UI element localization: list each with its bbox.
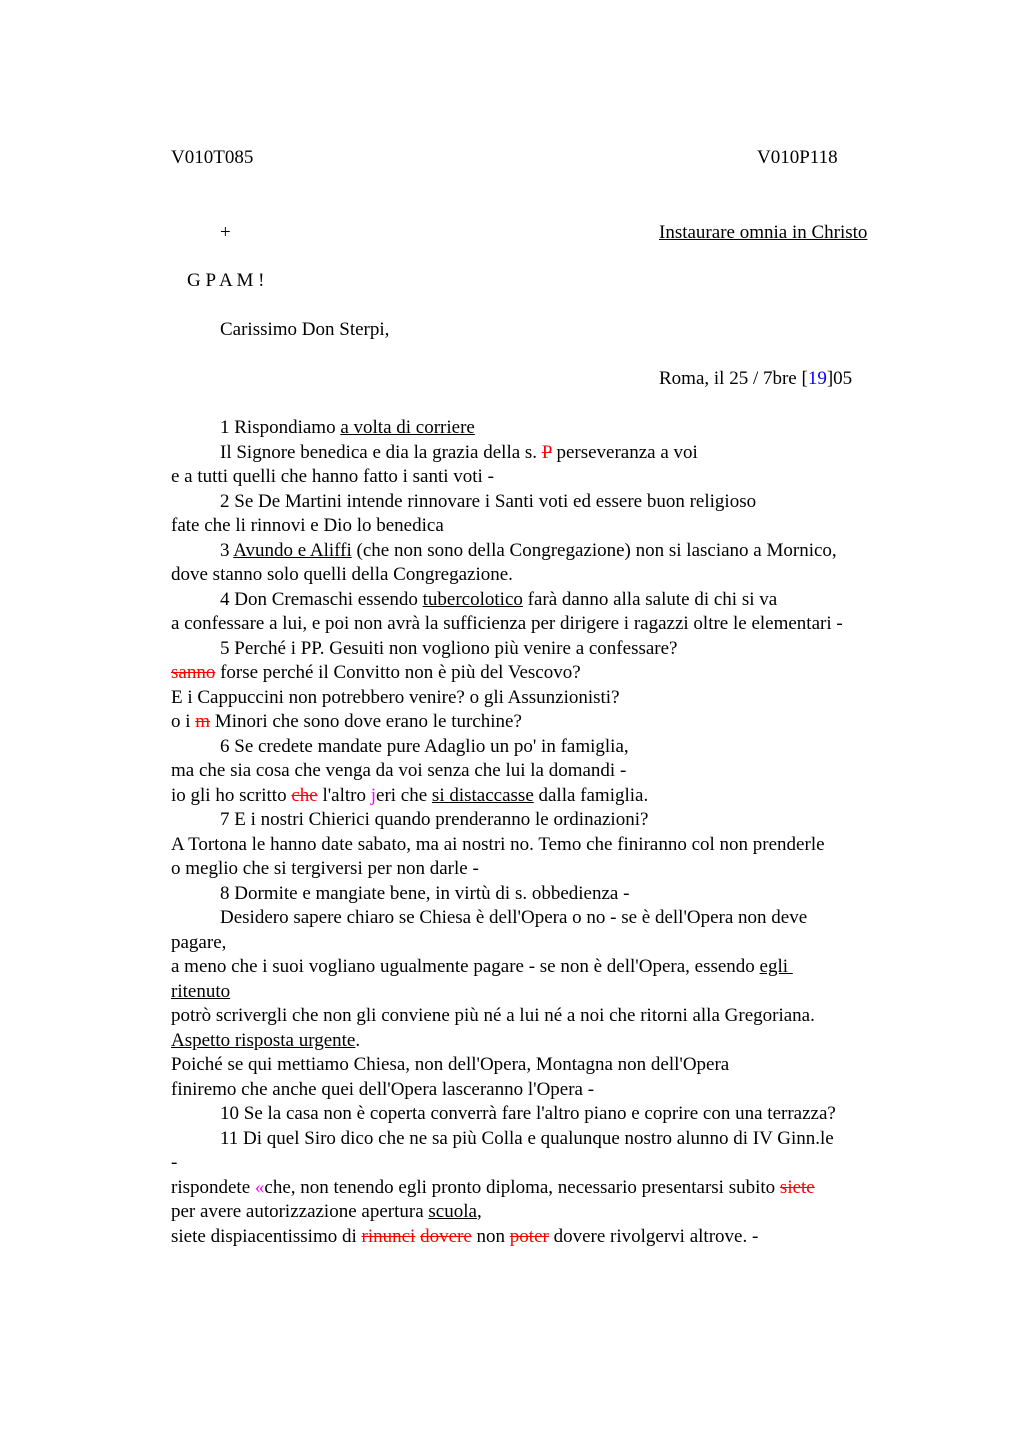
text-segment: dovere rivolgervi altrove. - [548,1226,759,1247]
underlined-text: tubercolotico [422,589,523,610]
underlined-text: si distaccasse [431,785,534,806]
deleted-text: P [541,442,552,463]
body-line: e a tutti quelli che hanno fatto i santi voti - [171,466,494,487]
body-line [220,441,698,465]
text-segment: io gli ho scritto [171,785,292,806]
cross-symbol: + [220,222,231,243]
inserted-text: « [254,1177,265,1198]
underlined-text: Aspetto risposta urgente [171,1030,356,1051]
body-line [220,588,777,612]
text-segment: Minori che sono dove erano le turchine? [210,711,522,732]
body-line: potrò scrivergli che non gli conviene più né a lui né a noi che ritorni alla Gregoriana. [171,1005,815,1026]
text-segment: siete dispiacentissimo di [171,1226,362,1247]
body-line: pagare, [171,932,227,953]
body-line [171,1225,758,1249]
body-line: - [171,1152,178,1173]
text-segment: per avere autorizzazione apertura [171,1201,429,1222]
body-line: 2 Se De Martini intende rinnovare i Santi voti ed essere buon religioso [220,491,757,512]
body-line [171,955,793,979]
body-line: ma che sia cosa che venga da voi senza che lui la domandi - [171,760,627,781]
deleted-text: sanno [171,662,216,683]
gpam-invocation: G P A M ! [187,270,265,291]
inserted-text: j [370,785,377,806]
text-segment: 4 Don Cremaschi essendo [220,589,423,610]
salutation: Carissimo Don Sterpi, [220,319,390,340]
body-line: 11 Di quel Siro dico che ne sa più Colla e qualunque nostro alunno di IV Ginn.le [220,1128,834,1149]
date-line [659,368,852,390]
body-line: o meglio che si tergiversi per non darle - [171,858,479,879]
text-segment: forse perché il Convitto non è più del Vescovo? [215,662,581,683]
body-line: 5 Perché i PP. Gesuiti non vogliono più venire a confessare? [220,638,678,659]
body-line: 10 Se la casa non è coperta converrà fare l'altro piano e coprire con una terrazza? [220,1103,836,1124]
text-segment: , [476,1201,482,1222]
body-line [171,784,648,808]
body-line: 8 Dormite e mangiate bene, in virtù di s. obbedienza - [220,883,630,904]
deleted-text: m [195,711,211,732]
body-line [171,1200,482,1224]
text-segment: che, non tenendo egli pronto diploma, necessario presentarsi subito [264,1177,780,1198]
body-line: a confessare a lui, e poi non avrà la sufficienza per dirigere i ragazzi oltre le elementari - [171,613,843,634]
text-segment: eri che [376,785,432,806]
body-line: Poiché se qui mettiamo Chiesa, non dell'Opera, Montagna non dell'Opera [171,1054,730,1075]
text-segment: l'altro [317,785,371,806]
underlined-text: Avundo e Aliffi [233,540,352,561]
text-segment: o i [171,711,196,732]
text-segment: 1 Rispondiamo [220,417,341,438]
date-suffix: ]05 [826,368,853,389]
deleted-text: rinunci [361,1226,416,1247]
text-segment: rispondete [171,1177,255,1198]
text-segment: 3 [220,540,234,561]
motto: Instaurare omnia in Christo [659,222,868,243]
body-line: finiremo che anche quei dell'Opera lasceranno l'Opera - [171,1079,595,1100]
deleted-text: dovere [420,1226,472,1247]
text-segment: a meno che i suoi vogliano ugualmente pagare - se non è dell'Opera, essendo [171,956,760,977]
body-line [220,539,837,563]
deleted-text: siete [779,1177,815,1198]
body-line: fate che li rinnovi e Dio lo benedica [171,515,444,536]
body-line [171,1029,360,1053]
body-line: 6 Se credete mandate pure Adaglio un po' in famiglia, [220,736,629,757]
body-line [171,710,522,734]
body-line: dove stanno solo quelli della Congregazione. [171,564,513,585]
body-line [171,1176,815,1200]
body-line [220,416,475,440]
text-segment: non [471,1226,510,1247]
text-segment: perseveranza a voi [551,442,698,463]
body-line: A Tortona le hanno date sabato, ma ai nostri no. Temo che finiranno col non prenderle [171,834,825,855]
text-segment: . [355,1030,361,1051]
deleted-text: poter [509,1226,549,1247]
date-prefix: Roma, il 25 / 7bre [ [659,368,808,389]
underlined-text: egli [759,956,793,977]
deleted-text: che [291,785,318,806]
text-segment: dalla famiglia. [533,785,649,806]
body-line: 7 E i nostri Chierici quando prenderanno le ordinazioni? [220,809,649,830]
document-code-left: V010T085 [171,147,254,168]
text-segment: farà danno alla salute di chi si va [522,589,778,610]
date-year-insert: 19 [807,368,827,389]
body-line: ritenuto [171,981,231,1002]
text-segment: (che non sono della Congregazione) non si lasciano a Mornico, [351,540,837,561]
underlined-text: a volta di corriere [340,417,475,438]
document-code-right: V010P118 [757,147,838,168]
body-line: E i Cappuccini non potrebbero venire? o gli Assunzionisti? [171,687,620,708]
body-line [171,661,581,685]
body-line: Desidero sapere chiaro se Chiesa è dell'Opera o no - se è dell'Opera non deve [220,907,808,928]
underlined-text: scuola [428,1201,477,1222]
text-segment: Il Signore benedica e dia la grazia della s. [220,442,542,463]
